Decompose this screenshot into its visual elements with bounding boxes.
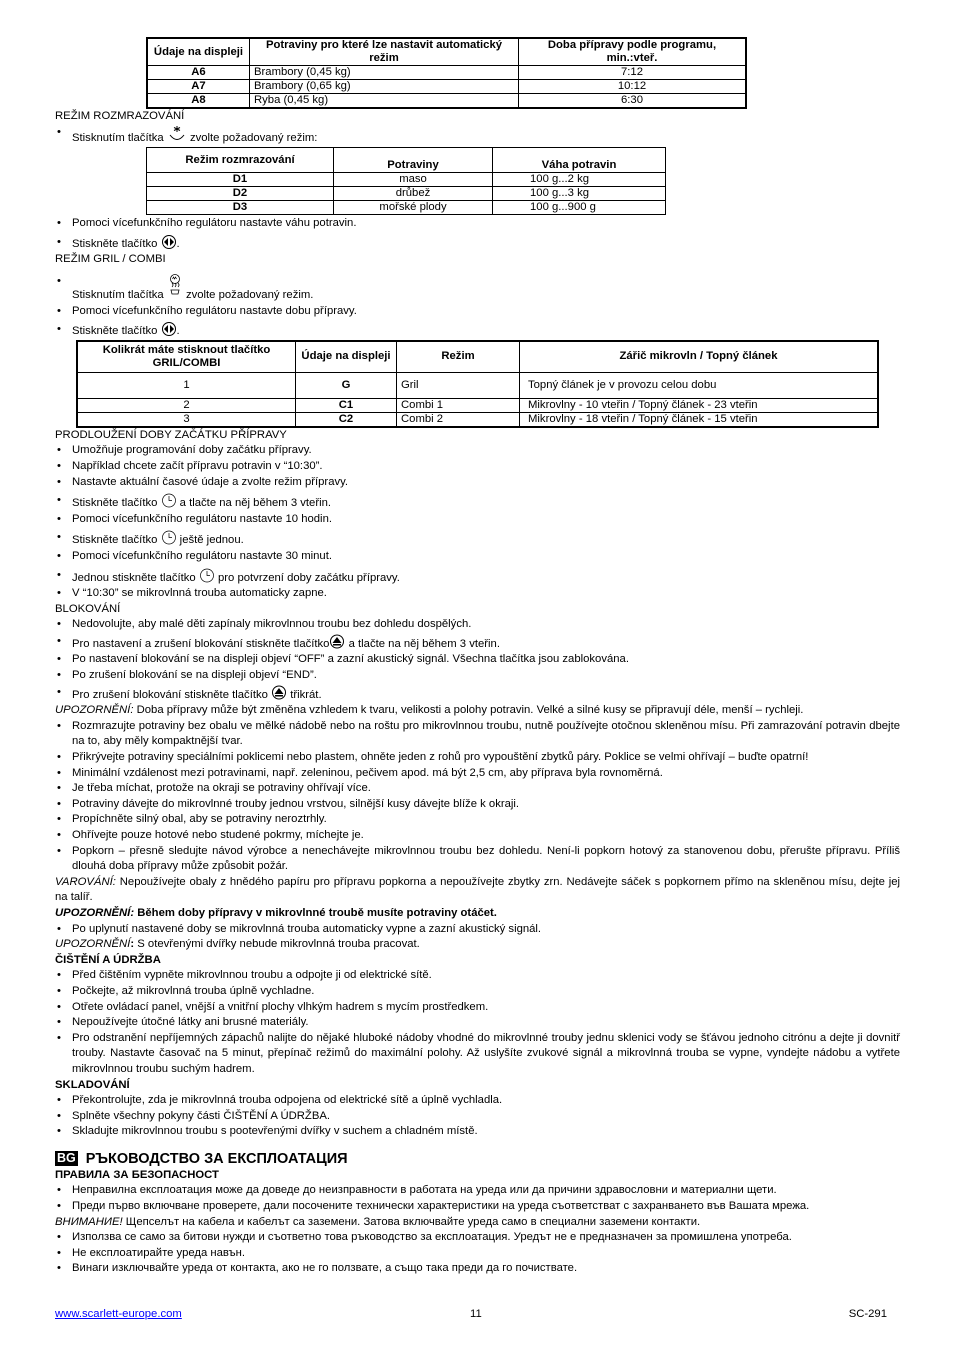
list-item: • Po zrušení blokování se na displeji objeví “END”. — [55, 668, 900, 684]
cell: D2 — [147, 187, 334, 201]
list-item: • Ohřívejte pouze hotové nebo studené pokrmy, míchejte je. — [55, 828, 900, 844]
cell: G — [296, 372, 397, 398]
cell: Topný článek je v provozu celou dobu — [520, 372, 879, 398]
bg-section-title — [55, 1150, 900, 1168]
lock-button-icon — [329, 634, 345, 649]
section-heading-cleaning: ČIŠTĚNÍ A ÚDRŽBA — [55, 953, 161, 966]
list-item: • Не експлоатирайте уреда навън. — [55, 1246, 900, 1262]
delay-list — [55, 443, 900, 601]
cell: 100 g...3 kg — [493, 187, 666, 201]
list-item: • Splněte všechny pokyny části ČIŠTĚNÍ A ÚDRŽBA. — [55, 1109, 900, 1125]
list-item: • Pomoci vícefunkčního regulátoru nastavte dobu přípravy. — [55, 304, 900, 320]
bg-subheading: ПРАВИЛА ЗА БЕЗОПАСНОСТ — [55, 1168, 219, 1181]
list-item: • Stiskněte tlačítko a tlačte na něj během 3 vteřin. — [55, 493, 900, 512]
cell: 7:12 — [519, 66, 747, 80]
list-item: • Stiskněte tlačítko ještě jednou. — [55, 530, 900, 549]
table-row — [77, 412, 878, 427]
table-row — [147, 173, 666, 187]
list-item: • Rozmrazujte potraviny bez obalu ve mělké nádobě nebo na roštu pro mikrovlnnou troubu, nutně používejte otočnou skleněnou mísu. Při zamrazování potravin dbejte na to, aby měly kompaktnější tvar. — [55, 719, 900, 750]
cleaning-list — [55, 968, 900, 1077]
list-item: • Například chcete začít přípravu potravin v “10:30”. — [55, 459, 900, 475]
col-header: Kolikrát máte stisknout tlačítko GRIL/COMBI — [77, 341, 296, 373]
list-item: • Propíchněte silný obal, aby se potraviny neroztrhly. — [55, 812, 900, 828]
list-item: • Po nastavení blokování se na displeji objeví “OFF” a zazní akustický signál. Všechna tlačítka jsou zablokována. — [55, 652, 900, 668]
list-item: • Винаги изключвайте уреда от контакта, ако не го ползвате, а също така преди да го почиствате. — [55, 1261, 900, 1277]
lock-list — [55, 617, 900, 703]
list-item: • Преди първо включване проверете, дали посочените технически характеристики на уреда съответстват с захранването във Вашата мрежа. — [55, 1199, 900, 1215]
col-header: Doba přípravy podle programu, min.:vteř. — [519, 38, 747, 66]
storage-list — [55, 1093, 900, 1140]
start-arrows-icon — [161, 322, 177, 336]
section-heading-defrost: REŽIM ROZMRAZOVÁNÍ — [55, 110, 185, 122]
cell: 6:30 — [519, 94, 747, 109]
list-item: • V “10:30” se mikrovlnná trouba automaticky zapne. — [55, 586, 900, 602]
cell: maso — [334, 173, 493, 187]
bg-list-1 — [55, 1183, 900, 1214]
list-item: • Stiskněte tlačítko . — [55, 322, 900, 340]
cell: Combi 1 — [397, 398, 520, 412]
col-header: Údaje na displeji — [147, 38, 250, 66]
col-header: Režim — [397, 341, 520, 373]
bg-list-2 — [55, 1230, 900, 1277]
cell: drůbež — [334, 187, 493, 201]
col-header: Údaje na displeji — [296, 341, 397, 373]
cell: Ryba (0,45 kg) — [250, 94, 519, 109]
col-header: Potraviny pro které lze nastavit automatický režim — [250, 38, 519, 66]
table-row — [147, 201, 666, 215]
table-header-row — [147, 38, 746, 66]
list-item: • Pomoci vícefunkčního regulátoru nastavte váhu potravin. — [55, 216, 900, 232]
list-item: • Pomoci vícefunkčního regulátoru nastavte 30 minut. — [55, 549, 900, 565]
list-item: • Potraviny dávejte do mikrovlnné trouby jednou vrstvou, silnější kusy dávejte blíže k okraji. — [55, 797, 900, 813]
list-item: • Stisknutím tlačítka zvolte požadovaný režim. — [55, 274, 900, 304]
col-header: Zářič mikrovln / Topný článek — [520, 341, 879, 373]
cell: Combi 2 — [397, 412, 520, 427]
cell: 3 — [77, 412, 296, 427]
cell: D1 — [147, 173, 334, 187]
list-item: • Pro odstranění nepříjemných zápachů nalijte do nějaké hluboké nádoby vhodné do mikrovlnné trouby jednu sklenici vody se šťávou jednoho citrónu a dejte ji dovnitř trouby. Nastavte časovač na 5 minut, přepínač režimů do maximální polohy. Až uslyšíte zvukové signál a mikrovlnná trouba se vypne, vyndejte nádobu a vytřete mikrovlnnou troubu suchým hadrem. — [55, 1031, 900, 1078]
list-item: • Popkorn – přesně sledujte návod výrobce a nenechávejte mikrovlnnou troubu bez dohledu. Není-li popkorn hotový za stanovenou dobu, přerušte přípravu. Příliš dlouhá doba přípravy může způsobit požár. — [55, 844, 900, 875]
list-item: • Неправилна експлоатация може да доведе до неизправности в работата на уреда или да причини здравословни и материални щети. — [55, 1183, 900, 1199]
col-header: Potraviny — [334, 148, 493, 173]
cell: Gril — [397, 372, 520, 398]
table-row — [147, 187, 666, 201]
cell: Brambory (0,45 kg) — [250, 66, 519, 80]
list-item: • Pro nastavení a zrušení blokování stiskněte tlačítko a tlačte na něj během 3 vteřin. — [55, 634, 900, 653]
cell: Mikrovlny - 10 vteřin / Topný článek - 23 vteřin — [520, 398, 879, 412]
program-table — [146, 37, 747, 109]
warning-note: UPOZORNĚNÍ: S otevřenými dvířky nebude mikrovlnná trouba pracovat. — [55, 938, 420, 951]
warning-note-bold: UPOZORNĚNÍ: Během doby přípravy v mikrovlnné troubě musíte potraviny otáčet. — [55, 906, 497, 919]
table-header-row — [147, 148, 666, 173]
website-link[interactable]: www.scarlett-europe.com — [55, 1308, 182, 1320]
cell: A8 — [147, 94, 250, 109]
table-row — [147, 80, 746, 94]
list-item: • Pro zrušení blokování stiskněte tlačítko třikrát. — [55, 685, 900, 704]
cell: 2 — [77, 398, 296, 412]
language-badge: BG — [57, 1151, 76, 1166]
grill-table — [76, 340, 879, 428]
list-item: • Nastavte aktuální časové údaje a zvolte režim přípravy. — [55, 475, 900, 491]
cell: D3 — [147, 201, 334, 215]
defrost-table — [146, 147, 666, 215]
list-item: • Je třeba míchat, protože na okraji se potraviny ohřívají více. — [55, 781, 900, 797]
section-heading-lock: BLOKOVÁNÍ — [55, 602, 121, 615]
start-arrows-icon — [161, 235, 177, 249]
grill-combi-icon — [167, 274, 183, 298]
after-list — [55, 922, 900, 938]
table-row — [147, 66, 746, 80]
cell: Brambory (0,65 kg) — [250, 80, 519, 94]
snowflake-icon — [167, 125, 187, 143]
section-heading-storage: SKLADOVÁNÍ — [55, 1078, 130, 1091]
warning-note: UPOZORNĚNÍ: Doba přípravy může být změněna vzhledem k tvaru, velikosti a polohy potravin. Velké a silné kusy se připravují déle, menší – rychleji. — [55, 704, 804, 717]
col-header: Režim rozmrazování — [147, 148, 334, 173]
bg-title-text: РЪКОВОДСТВО ЗА ЕКСПЛОАТАЦИЯ — [85, 1150, 348, 1167]
section-heading-grill: REŽIM GRIL / COMBI — [55, 253, 166, 266]
cell: C2 — [296, 412, 397, 427]
list-item: • Nedovolujte, aby malé děti zapínaly mikrovlnnou troubu bez dohledu dospělých. — [55, 617, 900, 633]
manual-page — [55, 37, 900, 1277]
bg-warning: ВНИМАНИЕ! Щепселът на кабела и кабелът са заземени. Затова включвайте уреда само в специални заземени контакти. — [55, 1215, 701, 1228]
list-item: • Překontrolujte, zda je mikrovlnná trouba odpojena od elektrické sítě a úplně vychladla. — [55, 1093, 900, 1109]
cell: A6 — [147, 66, 250, 80]
clock-icon — [161, 530, 177, 545]
list-item: • Počkejte, až mikrovlnná trouba úplně vychladne. — [55, 984, 900, 1000]
cell: mořské plody — [334, 201, 493, 215]
cell: A7 — [147, 80, 250, 94]
list-item: • Otřete ovládací panel, vnější a vnitřní plochy vlhkým hadrem s mycím prostředkem. — [55, 1000, 900, 1016]
table-header-row — [77, 341, 878, 373]
model-number: SC-291 — [848, 1308, 887, 1320]
list-item: • Използва се само за битови нужди и съответно това ръководство за експлоатация. Уредът не е предназначен за промишлена употреба. — [55, 1230, 900, 1246]
list-item: • Pomoci vícefunkčního regulátoru nastavte 10 hodin. — [55, 512, 900, 528]
cell: C1 — [296, 398, 397, 412]
table-row — [77, 372, 878, 398]
list-item: • Přikrývejte potraviny speciálními poklicemi nebo plastem, ohněte jeden z rohů pro vypouštění zbytků páry. Poklice se velmi ohřívají – buďte opatrní! — [55, 750, 900, 766]
tips-list — [55, 719, 900, 875]
cell: 1 — [77, 372, 296, 398]
cell: Mikrovlny - 18 vteřin / Topný článek - 15 vteřin — [520, 412, 879, 427]
lock-button-icon — [271, 685, 287, 700]
list-item: • Minimální vzdálenost mezi potravinami, např. zeleninou, pečivem apod. má být 2,5 cm, aby příprava byla rovnoměrná. — [55, 766, 900, 782]
defrost-list-2 — [55, 216, 900, 252]
cell: 100 g...2 kg — [493, 173, 666, 187]
varovani-note: VAROVÁNÍ: Nepoužívejte obaly z hnědého papíru pro přípravu popkorna a nepoužívejte zbytky zrn. Nedávejte sáček s popkornem přímo na skleněnou mísu, dejte jej na talíř. — [55, 875, 900, 904]
table-row — [147, 94, 746, 109]
grill-list — [55, 274, 900, 340]
list-item: • Stisknutím tlačítka zvolte požadovaný režim: — [55, 125, 900, 147]
list-item: • Nepoužívejte útočné látky ani brusné materiály. — [55, 1015, 900, 1031]
col-header: Váha potravin — [493, 148, 666, 173]
section-heading-delay: PRODLOUŽENÍ DOBY ZAČÁTKU PŘÍPRAVY — [55, 428, 287, 441]
defrost-list — [55, 125, 900, 147]
cell: 100 g...900 g — [493, 201, 666, 215]
list-item: • Stiskněte tlačítko . — [55, 235, 900, 253]
table-row — [77, 398, 878, 412]
list-item: • Po uplynutí nastavené doby se mikrovlnná trouba automaticky vypne a zazní akustický signál. — [55, 922, 900, 938]
clock-icon — [199, 568, 215, 583]
list-item: • Umožňuje programování doby začátku přípravy. — [55, 443, 900, 459]
list-item: • Skladujte mikrovlnnou troubu s pootevřenými dvířky v suchem a chladném místě. — [55, 1124, 900, 1140]
cell: 10:12 — [519, 80, 747, 94]
clock-icon — [161, 493, 177, 508]
list-item: • Jednou stiskněte tlačítko pro potvrzení doby začátku přípravy. — [55, 568, 900, 587]
page-number: 11 — [470, 1308, 482, 1320]
list-item: • Před čištěním vypněte mikrovlnnou troubu a odpojte ji od elektrické sítě. — [55, 968, 900, 984]
